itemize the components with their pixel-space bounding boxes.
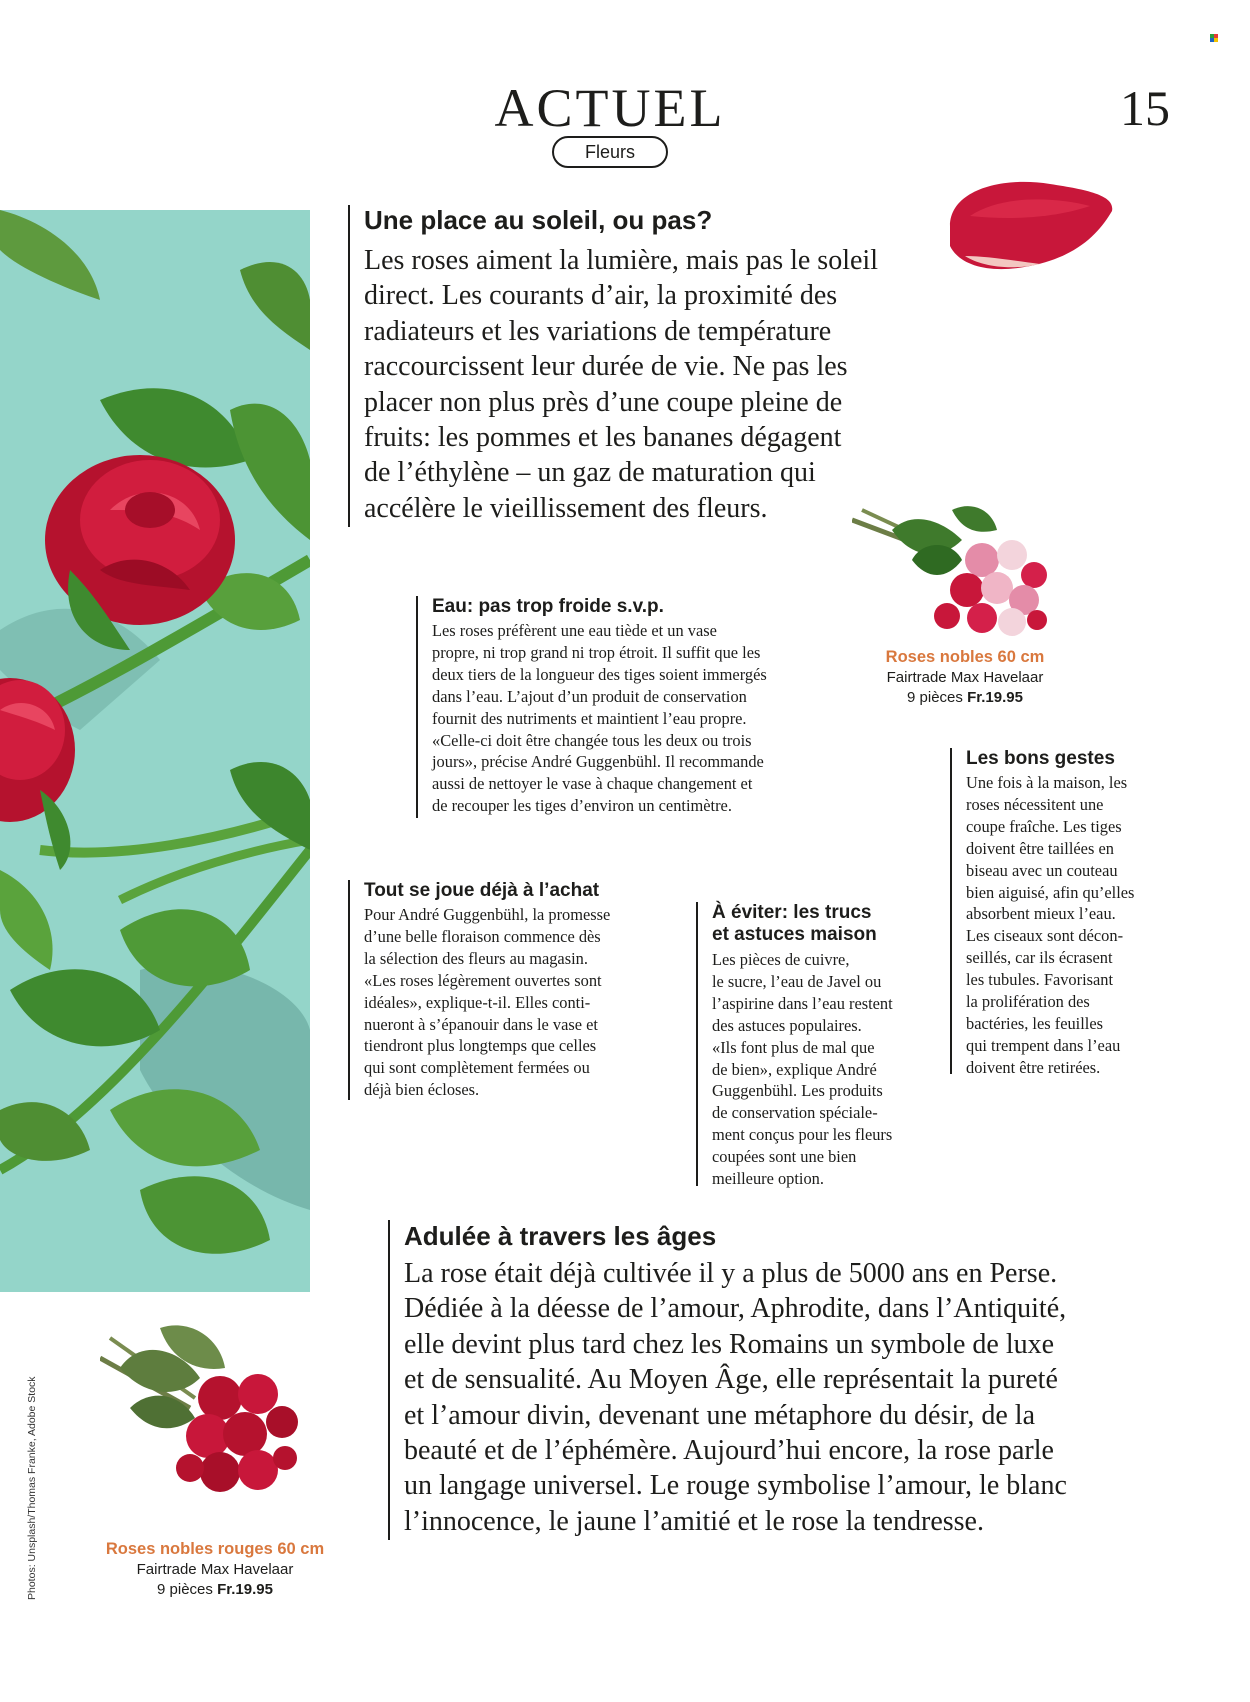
body-line: accélère le vieillissement des fleurs.	[364, 492, 768, 524]
body-line: Une fois à la maison, les	[966, 773, 1128, 792]
product-label: Fairtrade Max Havelaar	[136, 1561, 294, 1578]
product-count: 9 pièces	[157, 1581, 213, 1598]
body-line: fruits: les pommes et les bananes dégagent	[364, 422, 842, 454]
article-title: Tout se joue déjà à l’achat	[364, 880, 600, 901]
body-line: et l’amour divin, devenant une métaphore du désir, de la	[404, 1399, 1035, 1431]
product-price: Fr.19.95	[217, 1581, 273, 1598]
article-title	[712, 902, 952, 946]
page-number: 15	[1120, 80, 1170, 136]
body-line: de l’éthylène – un gaz de maturation qui	[364, 457, 816, 489]
body-line: direct. Les courants d’air, la proximité des	[364, 280, 838, 312]
body-line: coupées sont une bien	[712, 1147, 857, 1167]
body-line: Guggenbühl. Les produits	[712, 1081, 883, 1101]
article-title: Eau: pas trop froide s.v.p.	[432, 596, 664, 617]
body-line: qui sont complètement fermées ou	[364, 1058, 590, 1078]
body-line: tiendront plus longtemps que celles	[364, 1036, 597, 1056]
body-line: aussi de nettoyer le vase à chaque changement et	[432, 774, 753, 794]
article-body	[712, 949, 952, 1190]
body-line: beauté et de l’éphémère. Aujourd’hui encore, la rose parle	[404, 1435, 1054, 1467]
article-title: Une place au soleil, ou pas?	[364, 205, 713, 235]
article-body	[404, 1256, 1134, 1539]
article-body	[432, 620, 852, 817]
body-line: placer non plus près d’une coupe pleine de	[364, 386, 843, 418]
body-line: nueront à s’épanouir dans le vase et	[364, 1014, 598, 1034]
article-title: Les bons gestes	[966, 748, 1115, 769]
body-line: idéales», explique-t-il. Elles conti-	[364, 992, 591, 1012]
body-line: Pour André Guggenbühl, la promesse	[364, 905, 611, 924]
body-line: Dédiée à la déesse de l’amour, Aphrodite, dans l’Antiquité,	[404, 1293, 1067, 1325]
product-price: Fr.19.95	[967, 689, 1023, 706]
product-count-price	[850, 688, 1080, 708]
corner-logo-icon	[1210, 34, 1218, 42]
article-title: Adulée à travers les âges	[404, 1221, 717, 1251]
product-caption-mixed-roses	[850, 646, 1080, 708]
article-a-eviter	[696, 902, 952, 1189]
body-line: biseau avec un couteau	[966, 860, 1118, 880]
body-line: Les pièces de cuivre,	[712, 950, 850, 969]
body-line: et de sensualité. Au Moyen Âge, elle représentait la pureté	[404, 1364, 1058, 1396]
body-line: de conservation spéciale-	[712, 1103, 878, 1123]
article-place-au-soleil	[348, 205, 954, 527]
photo-credit: Photos: Unsplash/Thomas Franke, Adobe Stock	[26, 1376, 38, 1600]
body-line: ment conçus pour les fleurs	[712, 1125, 893, 1145]
body-line: d’une belle floraison commence dès	[364, 926, 601, 946]
body-line: déjà bien écloses.	[364, 1080, 480, 1100]
title-line: et astuces maison	[712, 924, 877, 945]
body-line: de recouper les tiges d’environ un centimètre.	[432, 796, 732, 816]
body-line: Les roses préfèrent une eau tiède et un vase	[432, 621, 717, 640]
category-pill: Fleurs	[552, 136, 668, 168]
title-line: À éviter: les trucs	[712, 902, 872, 923]
article-body	[364, 243, 954, 526]
product-name: Roses nobles rouges 60 cm	[105, 1540, 325, 1558]
body-line: raccourcissent leur durée de vie. Ne pas les	[364, 351, 848, 383]
body-line: La rose était déjà cultivée il y a plus de 5000 ans en Perse.	[404, 1258, 1058, 1289]
body-line: la sélection des fleurs au magasin.	[364, 948, 588, 968]
body-line: roses nécessitent une	[966, 794, 1104, 814]
body-line: dans l’eau. L’ajout d’un produit de conservation	[432, 686, 747, 706]
product-label: Fairtrade Max Havelaar	[886, 669, 1044, 686]
body-line: l’aspirine dans l’eau restent	[712, 993, 893, 1013]
body-line: fournit des nutriments et maintient l’eau propre.	[432, 708, 747, 728]
body-line: doivent être taillées en	[966, 838, 1114, 858]
body-line: doivent être retirées.	[966, 1057, 1101, 1077]
body-line: jours», précise André Guggenbühl. Il recommande	[432, 752, 764, 772]
body-line: l’innocence, le jaune l’amitié et le rose la tendresse.	[404, 1505, 984, 1537]
body-line: radiateurs et les variations de température	[364, 315, 832, 347]
product-count-price	[80, 1580, 350, 1600]
rose-stems-illustration	[0, 210, 310, 1292]
red-roses-bouquet-image	[100, 1318, 300, 1508]
body-line: de bien», explique André	[712, 1059, 877, 1079]
body-line: qui trempent dans l’eau	[966, 1035, 1121, 1055]
product-name: Roses nobles 60 cm	[885, 648, 1045, 666]
article-achat	[348, 880, 684, 1100]
article-bons-gestes	[950, 748, 1196, 1077]
product-caption-red-roses	[80, 1538, 350, 1600]
body-line: meilleure option.	[712, 1169, 824, 1189]
section-title: ACTUEL	[494, 78, 726, 138]
body-line: coupe fraîche. Les tiges	[966, 816, 1122, 836]
body-line: bactéries, les feuilles	[966, 1013, 1103, 1033]
rose-petal-image	[940, 176, 1120, 276]
body-line: Les ciseaux sont décon-	[966, 926, 1124, 946]
body-line: deux tiers de la longueur des tiges soient immergés	[432, 664, 767, 684]
body-line: «Celle-ci doit être changée tous les deux ou trois	[432, 730, 752, 750]
rose-photo	[0, 210, 310, 1292]
body-line: le sucre, l’eau de Javel ou	[712, 971, 882, 991]
article-eau	[416, 596, 852, 818]
body-line: la prolifération des	[966, 992, 1090, 1012]
body-line: elle devint plus tard chez les Romains un symbole de luxe	[404, 1328, 1055, 1360]
body-line: bien aiguisé, afin qu’elles	[966, 882, 1135, 902]
body-line: un langage universel. Le rouge symbolise l’amour, le blanc	[404, 1470, 1067, 1502]
article-body	[364, 904, 684, 1101]
product-count: 9 pièces	[907, 689, 963, 706]
body-line: «Les roses légèrement ouvertes sont	[364, 970, 602, 990]
body-line: Les roses aiment la lumière, mais pas le soleil	[364, 245, 878, 276]
article-adulee-a-travers-les-ages	[388, 1220, 1134, 1540]
body-line: propre, ni trop grand ni trop étroit. Il suffit que les	[432, 642, 761, 662]
article-body	[966, 772, 1196, 1079]
body-line: absorbent mieux l’eau.	[966, 904, 1116, 924]
body-line: «Ils font plus de mal que	[712, 1037, 875, 1057]
body-line: seillés, car ils écrasent	[966, 948, 1113, 968]
body-line: les tubules. Favorisant	[966, 970, 1114, 990]
body-line: des astuces populaires.	[712, 1015, 862, 1035]
